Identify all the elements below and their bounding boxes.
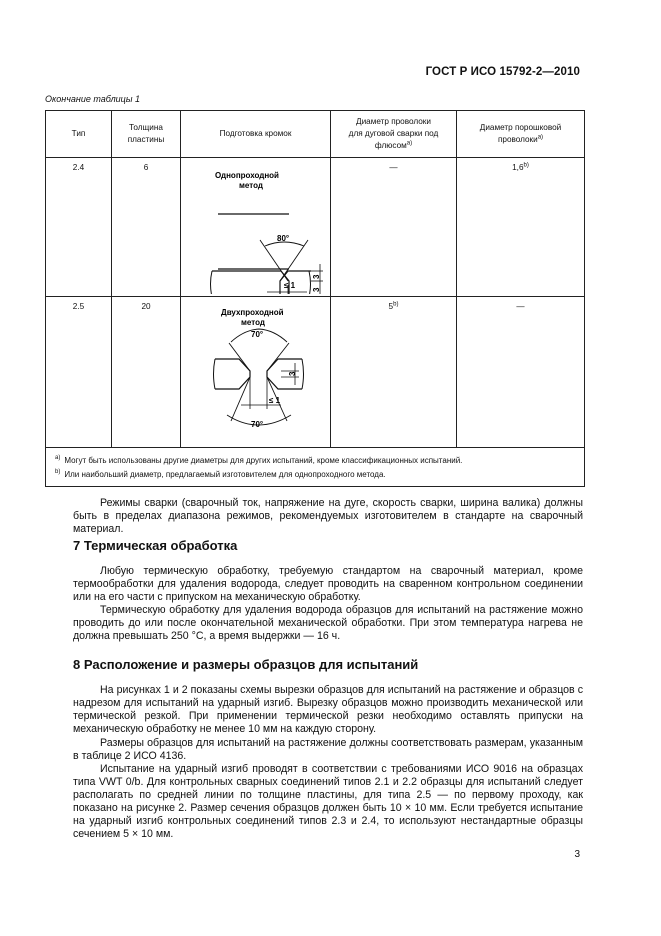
table-row: 2.5 20 Двухпроходной метод 70° 70° 3 ≤ 1 5$^{b)}$ —	[46, 297, 585, 448]
svg-text:70°: 70°	[251, 330, 264, 339]
paragraph: Любую термическую обработку, требуемую стандартом на сварочный материал, кроме термообработки для удаления водорода, следует проводить на сваренном контрольном соединении или на его части с припуском на механическую обработку.	[73, 565, 583, 603]
table-note: $^{b)}$ Или наибольший диаметр, предлагаемый изготовителем для однопроходного метода.	[55, 469, 386, 479]
double-pass-joint-diagram	[181, 297, 331, 445]
document-header: ГОСТ Р ИСО 15792-2—2010	[425, 66, 580, 78]
svg-text:метод: метод	[239, 181, 263, 190]
col-wire-diameter: Диаметр проволоки для дуговой сварки под флюсом$^{а)}$	[331, 111, 457, 158]
table-caption: Окончание таблицы 1	[45, 94, 140, 104]
joint-preparation-table	[45, 110, 585, 487]
svg-text:3: 3	[312, 274, 321, 279]
section-7-title: 7 Термическая обработка	[73, 538, 238, 553]
svg-text:≤ 1: ≤ 1	[269, 396, 281, 405]
svg-text:≤ 1: ≤ 1	[284, 281, 296, 290]
paragraph-welding-modes: Режимы сварки (сварочный ток, напряжение на дуге, скорость сварки, ширина валика) должны быть в пределах диапазона режимов, рекомендуемых изготовителем в стандарте на сварочный материал.	[73, 497, 583, 535]
col-thickness: Толщина пластины	[112, 111, 181, 158]
table-note: $^{a)}$ Могут быть использованы другие диаметры для других испытаний, кроме классификационных испытаний.	[55, 455, 463, 465]
col-edge-prep: Подготовка кромок	[181, 111, 331, 158]
svg-text:70°: 70°	[251, 420, 264, 429]
svg-text:Однопроходной: Однопроходной	[215, 171, 279, 180]
table-header-row	[46, 111, 585, 158]
svg-text:80°: 80°	[277, 234, 290, 243]
section-8-title: 8 Расположение и размеры образцов для испытаний	[73, 657, 419, 672]
paragraph: Термическую обработку для удаления водорода образцов для испытаний на растяжение можно проводить до или после окончательной механической обработки. При этом температура нагрева не должна превышать 250 °С, а время выдержки — 16 ч.	[73, 604, 583, 642]
svg-text:метод: метод	[241, 318, 265, 327]
paragraph: Размеры образцов для испытаний на растяжение должны соответствовать размерам, указанным в таблице 2 ИСО 4136.	[73, 737, 583, 762]
page-number: 3	[574, 849, 580, 860]
svg-text:Двухпроходной: Двухпроходной	[221, 308, 284, 317]
double-pass-diagram-cell	[181, 297, 331, 448]
svg-text:3: 3	[312, 287, 321, 292]
table-notes-row	[46, 448, 585, 487]
paragraph: На рисунках 1 и 2 показаны схемы вырезки образцов для испытаний на растяжение и образцов с надрезом для испытаний на ударный изгиб. Вырезку образцов можно производить механической или термической резкой. При применении термической резки необходимо оставлять припуски на механическую обработку не менее 10 мм на каждую сторону.	[73, 684, 583, 735]
table-row: 2.4 6 Однопроходной метод 80° 3 3 ≤ 1 — 1,6$^{b)}$	[46, 158, 585, 297]
paragraph: Испытание на ударный изгиб проводят в соответствии с требованиями ИСО 9016 на образцах типа VWT 0/b. Для контрольных сварных соединений типов 2.1 и 2.2 образцы для испытаний следует располагать по средней линии по толщине пластины, для типа 2.5 — по первому проходу, как показано на рисунке 2. Размер сечения образцов должен быть 10 × 10 мм. Если требуется испытание на ударный изгиб контрольных соединений типов 2.3 и 2.4, то используют нестандартные образцы сечением 5 × 10 мм.	[73, 763, 583, 840]
col-powder-wire-diameter: Диаметр порошковой проволоки$^{а)}$	[457, 111, 585, 158]
col-type: Тип	[46, 111, 112, 158]
svg-text:3: 3	[288, 371, 297, 376]
single-pass-diagram-cell	[181, 158, 331, 297]
single-pass-joint-diagram	[181, 158, 331, 294]
